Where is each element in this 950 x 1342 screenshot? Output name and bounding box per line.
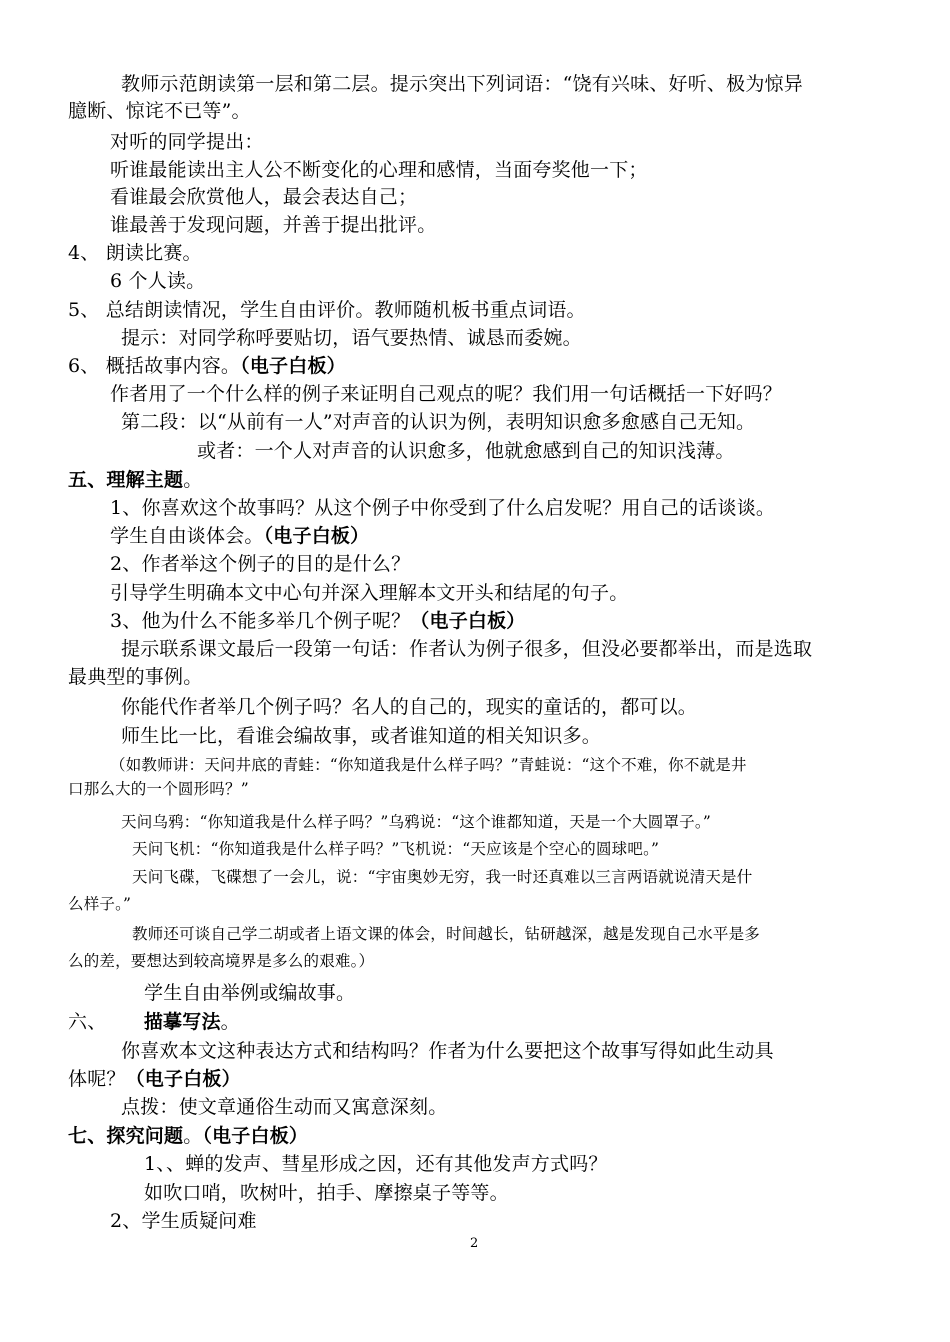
text-line: 天问乌鸦：“你知道我是什么样子吗？”乌鸦说：“这个谁都知道，天是一个大圆罩子。”	[121, 813, 711, 831]
whiteboard-tag: （电子白板）	[240, 355, 346, 377]
whiteboard-tag: （电子白板）	[202, 1125, 309, 1147]
text-line: 2、作者举这个例子的目的是什么？	[110, 553, 411, 575]
text-line: 听谁最能读出主人公不断变化的心理和感情，当面夸奖他一下；	[110, 159, 648, 181]
list-item-6: 6、 概括故事内容。（电子白板）	[68, 355, 346, 377]
text-line: 对听的同学提出：	[110, 131, 264, 153]
section-heading-5: 五、理解主题。	[68, 469, 203, 491]
text-line: 你能代作者举几个例子吗？名人的自己的，现实的童话的，都可以。	[121, 696, 698, 718]
text-line: 天问飞机：“你知道我是什么样子吗？”飞机说：“天应该是个空心的圆球吧。”	[132, 840, 660, 858]
text-line: 么的差，要想达到较高境界是多么的艰难。）	[68, 952, 375, 970]
text-line: 提示：对同学称呼要贴切，语气要热情、诚恳而委婉。	[121, 327, 582, 349]
text-line: 么样子。”	[68, 895, 132, 913]
text-line: 教师还可谈自己学二胡或者上语文课的体会，时间越长，钻研越深，越是发现自己水平是多	[132, 925, 761, 943]
text-line: 作者用了一个什么样的例子来证明自己观点的呢？我们用一句话概括一下好吗？	[110, 383, 783, 405]
list-item-5: 5、 总结朗读情况，学生自由评价。教师随机板书重点词语。	[68, 299, 586, 321]
text-line: 臆断、惊诧不已等”。	[68, 100, 251, 122]
text-line: 教师示范朗读第一层和第二层。提示突出下列词语：“饶有兴味、好听、极为惊异	[121, 73, 803, 95]
list-item-4: 4、 朗读比赛。	[68, 242, 202, 264]
text-line: 师生比一比，看谁会编故事，或者谁知道的相关知识多。	[121, 725, 602, 747]
section-heading-6: 六、 描摹写法。	[68, 1011, 240, 1033]
text-line: 1、你喜欢这个故事吗？从这个例子中你受到了什么启发呢？用自己的话谈谈。	[110, 497, 776, 519]
text-line: 1、、蝉的发声、彗星形成之因，还有其他发声方式吗？	[144, 1153, 608, 1175]
text-line: 点拨：使文章通俗生动而又寓意深刻。	[121, 1096, 448, 1118]
text-line: 最典型的事例。	[68, 666, 203, 688]
text-line: 学生自由谈体会。（电子白板）	[110, 525, 370, 547]
text-line: 3、他为什么不能多举几个例子呢？（电子白板）	[110, 610, 526, 632]
text-line: 提示联系课文最后一段第一句话：作者认为例子很多，但没必要都举出，而是选取	[121, 638, 813, 660]
whiteboard-tag: （电子白板）	[125, 1068, 241, 1090]
text-line: 看谁最会欣赏他人，最会表达自己；	[110, 186, 418, 208]
text-line: 口那么大的一个圆形吗？”	[68, 780, 249, 798]
page-number: 2	[470, 1236, 479, 1251]
text-line: 2、学生质疑问难	[110, 1210, 257, 1232]
text-line: 或者：一个人对声音的认识愈多，他就愈感到自己的知识浅薄。	[197, 440, 735, 462]
text-line: 6 个人读。	[110, 270, 206, 292]
text-line: 你喜欢本文这种表达方式和结构吗？作者为什么要把这个故事写得如此生动具	[121, 1040, 774, 1062]
text-line: 天问飞碟，飞碟想了一会儿，说：“宇宙奥妙无穷，我一时还真难以三言两语就说清天是什	[132, 868, 753, 886]
text-line: 如吹口哨，吹树叶，拍手、摩擦桌子等等。	[144, 1182, 509, 1204]
text-line: 第二段：以“从前有一人”对声音的认识为例，表明知识愈多愈感自己无知。	[121, 411, 756, 433]
text-line: 体呢？（电子白板）	[68, 1068, 241, 1090]
text-line: 学生自由举例或编故事。	[144, 982, 356, 1004]
text-line: （如教师讲：天问井底的青蛙：“你知道我是什么样子吗？”青蛙说：“这个不难，你不就是井	[110, 756, 747, 774]
section-heading-7: 七、探究问题。（电子白板）	[68, 1125, 309, 1147]
whiteboard-tag: （电子白板）	[263, 525, 370, 547]
whiteboard-tag: （电子白板）	[410, 610, 526, 632]
text-line: 引导学生明确本文中心句并深入理解本文开头和结尾的句子。	[110, 582, 629, 604]
text-line: 谁最善于发现问题，并善于提出批评。	[110, 214, 437, 236]
